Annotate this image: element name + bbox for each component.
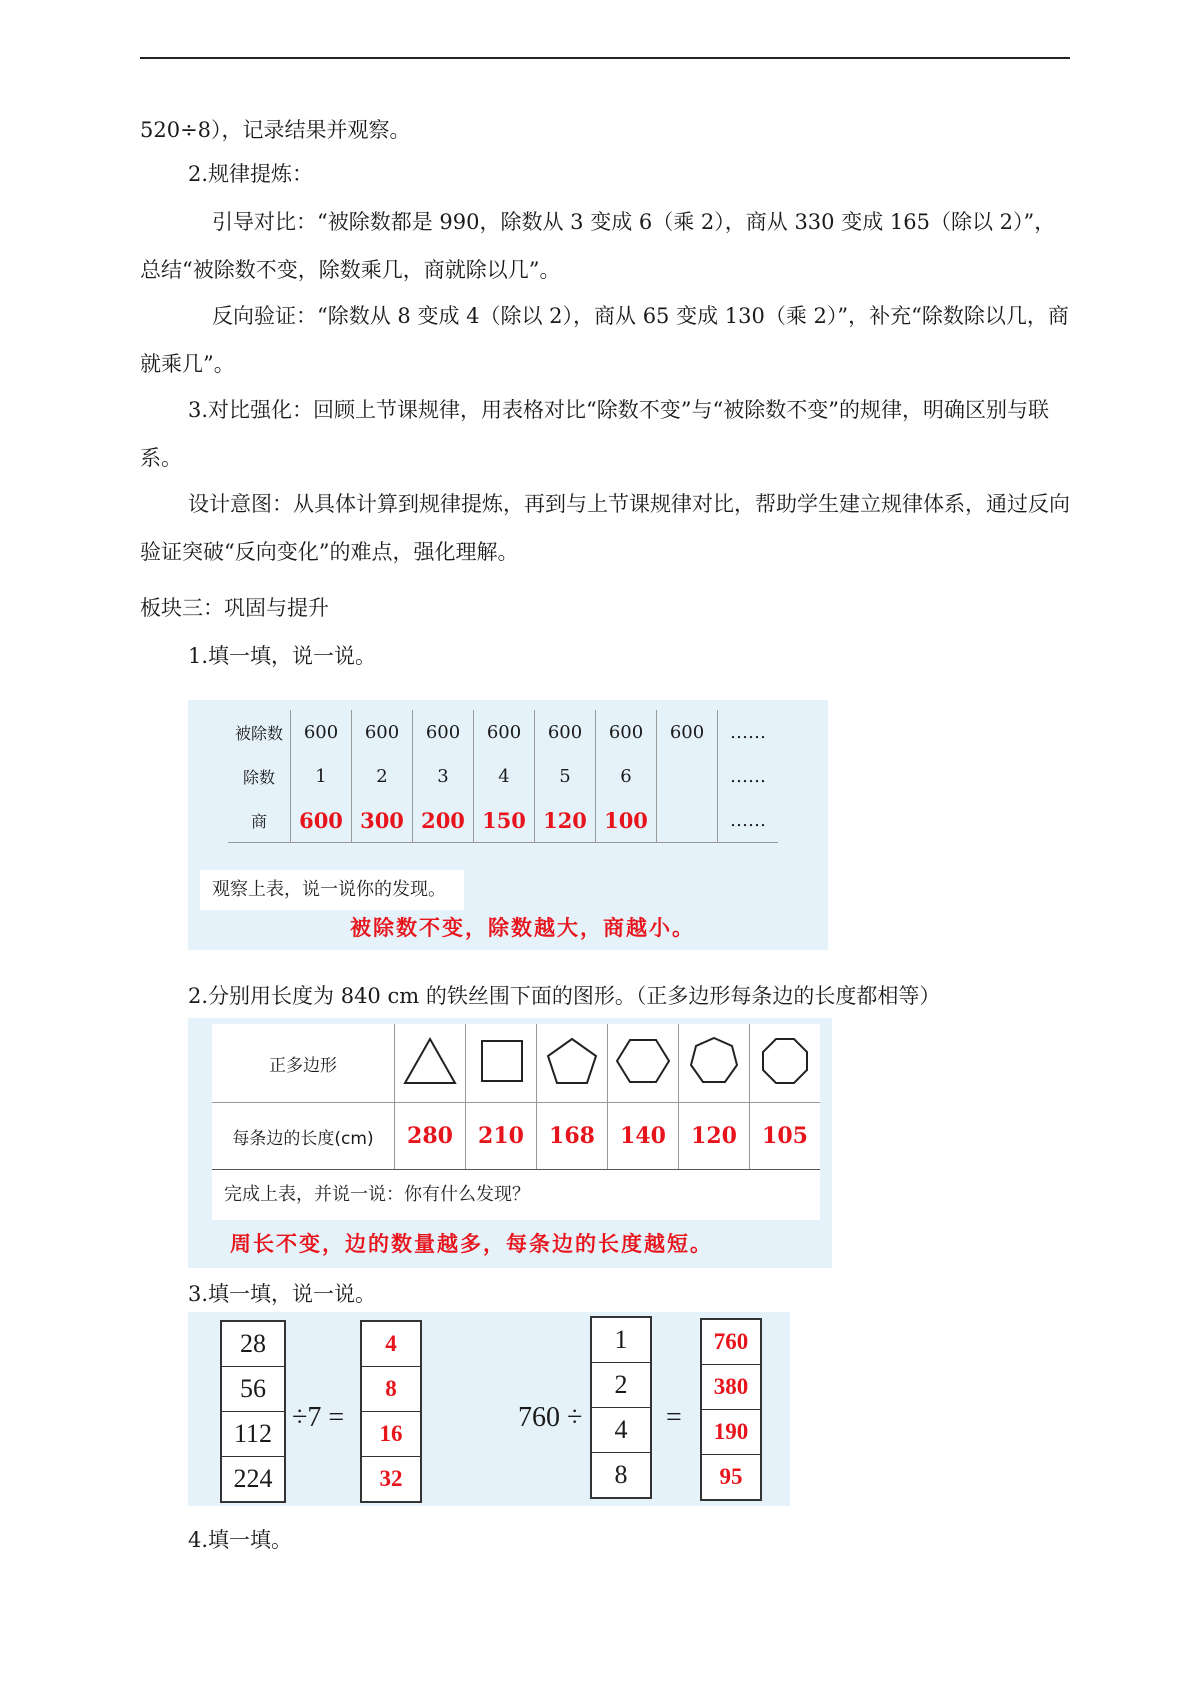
- section-title: 板块三：巩固与提升: [140, 596, 329, 620]
- table-cell: 600: [657, 710, 718, 754]
- table-cell: 600: [413, 710, 474, 754]
- stack-cell: 56: [222, 1367, 284, 1412]
- stack-cell: 224: [233, 1464, 273, 1493]
- table-cell: 5: [535, 754, 596, 798]
- question-text: 完成上表，并说一说：你有什么发现？: [212, 1170, 820, 1220]
- answer-cell: 105: [750, 1103, 821, 1171]
- question-text: 观察上表，说一说你的发现。: [200, 870, 464, 910]
- table-cell: 3: [413, 754, 474, 798]
- quotient-stack: [360, 1320, 422, 1503]
- table-cell: 600: [474, 710, 535, 754]
- table-cell: 1: [291, 754, 352, 798]
- answer-text: 周长不变，边的数量越多，每条边的长度越短。: [230, 1232, 713, 1256]
- stack-cell: 1: [592, 1318, 650, 1363]
- table-cell: ……: [718, 710, 779, 754]
- table-row: [228, 798, 778, 843]
- table-row: [212, 1103, 820, 1171]
- answer-cell: 200: [413, 798, 474, 843]
- table-cell: 600: [352, 710, 413, 754]
- answer-cell: 100: [596, 798, 657, 843]
- answer-cell: 600: [291, 798, 352, 843]
- table-cell: [657, 754, 718, 798]
- table-row: [228, 710, 778, 754]
- answer-cell: 280: [395, 1103, 466, 1171]
- stack-cell: 4: [592, 1408, 650, 1453]
- answer-cell: 168: [537, 1103, 608, 1171]
- header-rule: [140, 57, 1070, 59]
- answer-cell: 120: [535, 798, 596, 843]
- table-cell: ……: [718, 754, 779, 798]
- paragraph-reverse-verify: 反向验证：“除数从 8 变成 4（除以 2），商从 65 变成 130（乘 2）”，补充“除数除以几，商就乘几”。: [140, 304, 1069, 376]
- exercise-3-title: 3.填一填，说一说。: [188, 1282, 377, 1306]
- stack-cell: 2: [592, 1363, 650, 1408]
- table-cell: 2: [352, 754, 413, 798]
- table-cell: [657, 798, 718, 843]
- row-label: 被除数: [234, 723, 283, 743]
- dividend-stack: [220, 1320, 286, 1503]
- row-label: 每条边的长度(cm): [212, 1103, 395, 1171]
- exercise-2-panel: [188, 1018, 832, 1268]
- table-cell: 6: [596, 754, 657, 798]
- table-cell: 600: [596, 710, 657, 754]
- stack-cell: 28: [222, 1322, 284, 1367]
- answer-text: 被除数不变，除数越大，商越小。: [350, 916, 695, 940]
- answer-cell: 210: [466, 1103, 537, 1171]
- answer-cell: 16: [362, 1412, 420, 1457]
- octagon-icon: [750, 1024, 821, 1103]
- answer-cell: 4: [362, 1322, 420, 1367]
- answer-cell: 95: [719, 1464, 743, 1489]
- answer-cell: 190: [702, 1410, 760, 1455]
- table-cell: 600: [535, 710, 596, 754]
- section-heading: 2.规律提炼：: [188, 162, 314, 186]
- answer-cell: 120: [679, 1103, 750, 1171]
- hexagon-icon: [608, 1024, 679, 1103]
- equals-sign: =: [666, 1402, 682, 1433]
- answer-cell: 140: [608, 1103, 679, 1171]
- answer-cell: 32: [379, 1466, 403, 1491]
- exercise-1-title: 1.填一填，说一说。: [188, 644, 377, 668]
- exercise-4-title: 4.填一填。: [188, 1528, 293, 1552]
- divisor-stack: [590, 1316, 652, 1499]
- pentagon-icon: [537, 1024, 608, 1103]
- table-row: [228, 754, 778, 798]
- answer-cell: 760: [702, 1320, 760, 1365]
- exercise-1-panel: [188, 700, 828, 950]
- paragraph-compare: 3.对比强化：回顾上节课规律，用表格对比“除数不变”与“被除数不变”的规律，明确区别与联系。: [140, 398, 1049, 470]
- row-label: 正多边形: [212, 1024, 395, 1103]
- division-table: [228, 710, 778, 843]
- divide-by-7-label: ÷7 =: [292, 1402, 345, 1433]
- answer-cell: 150: [474, 798, 535, 843]
- stack-cell: 112: [222, 1412, 284, 1457]
- heptagon-icon: [679, 1024, 750, 1103]
- exercise-2-title: 2.分别用长度为 840 cm 的铁丝围下面的图形。（正多边形每条边的长度都相等）: [188, 984, 941, 1008]
- exercise-3-panel: [188, 1312, 790, 1506]
- result-stack: [700, 1318, 762, 1501]
- paragraph-line: 520÷8），记录结果并观察。: [140, 118, 411, 142]
- table-cell: ……: [718, 798, 779, 843]
- answer-cell: 300: [352, 798, 413, 843]
- row-label: 商: [228, 798, 291, 843]
- stack-cell: 8: [614, 1460, 628, 1489]
- table-cell: 4: [474, 754, 535, 798]
- paragraph-design-intent: 设计意图：从具体计算到规律提炼，再到与上节课规律对比，帮助学生建立规律体系，通过反向验证突破“反向变化”的难点，强化理解。: [140, 492, 1070, 564]
- table-row: [212, 1024, 820, 1103]
- polygon-table: [212, 1024, 820, 1171]
- row-label: 除数: [242, 767, 275, 787]
- triangle-icon: [395, 1024, 466, 1103]
- answer-cell: 8: [362, 1367, 420, 1412]
- paragraph-guide-compare: 引导对比：“被除数都是 990，除数从 3 变成 6（乘 2），商从 330 变成 165（除以 2）”，总结“被除数不变，除数乘几，商就除以几”。: [140, 210, 1056, 282]
- answer-cell: 380: [702, 1365, 760, 1410]
- table-cell: 600: [291, 710, 352, 754]
- 760-divide-label: 760 ÷: [518, 1402, 583, 1433]
- square-icon: [466, 1024, 537, 1103]
